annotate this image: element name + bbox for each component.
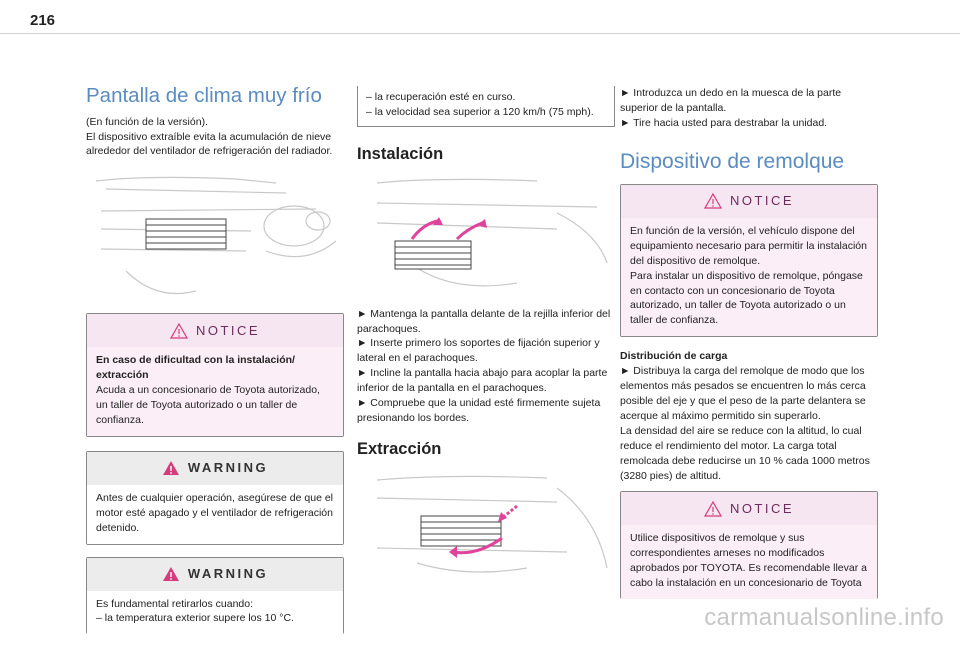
column-2 (357, 86, 615, 578)
notice-header (87, 314, 343, 347)
watermark: carmanualsonline.info (704, 603, 944, 631)
extraction-figure (357, 468, 615, 578)
warning-text-1: Es fundamental retirarlos cuando: (96, 597, 254, 610)
installation-illustration (357, 173, 615, 293)
warning-continuation-box (357, 86, 615, 127)
notice-box-installation (86, 313, 344, 437)
header-divider (0, 33, 960, 34)
installation-step: ► Mantenga la pantalla delante de la rejilla inferior del parachoques. (357, 307, 611, 335)
notice-bold-text: En caso de dificultad con la instalación/ extracción (96, 354, 295, 382)
load-distribution-text-1: ► Distribuya la carga del remolque de modo que los elementos más pesados se encuentren lo más cerca posible del eje y que el peso de la parte delantera se acerque al máximo permitido sin superarlo. (620, 365, 866, 422)
extraction-illustration (357, 468, 615, 578)
warning-header (87, 558, 343, 591)
continuation-item-1: – la recuperación esté en curso. (366, 91, 516, 103)
installation-step: ► Incline la pantalla hacia abajo para acoplar la parte inferior de la pantalla en el parachoques. (357, 367, 608, 395)
cold-screen-figure (86, 171, 344, 301)
warning-body (87, 591, 343, 635)
installation-step: ► Compruebe que la unidad esté firmemente sujeta presionando los bordes. (357, 397, 601, 424)
notice-label: NOTICE (729, 500, 795, 516)
section-title-installation: Instalación (357, 144, 444, 163)
bumper-illustration (86, 171, 344, 311)
warning-text: Antes de cualquier operación, asegúrese de que el motor esté apagado y el ventilador de refrigeración detenido. (96, 491, 333, 534)
notice-body (621, 525, 877, 599)
warning-header (87, 452, 343, 485)
warning-box-1 (86, 451, 344, 545)
notice-text: Utilice dispositivos de remolque y sus correspondientes arneses no modificados aprobados por TOYOTA. Es recomendable llevar a cabo la instalación en un concesionario de Toyota (630, 532, 867, 590)
warning-label: WARNING (187, 565, 269, 581)
notice-label: NOTICE (195, 322, 261, 338)
continuation-item-2: – la velocidad sea superior a 120 km/h (75 mph). (366, 105, 594, 118)
warning-label: WARNING (187, 460, 269, 476)
section-title-cold-screen: Pantalla de clima muy frío (86, 84, 322, 107)
installation-figure (357, 173, 615, 293)
warning-triangle-icon (170, 323, 188, 339)
warning-triangle-icon (162, 460, 180, 476)
column-1 (86, 60, 344, 634)
extraction-step-1: ► Introduzca un dedo en la muesca de la parte superior de la pantalla. (620, 87, 842, 114)
notice-box-towing (620, 184, 878, 337)
intro-description: El dispositivo extraíble evita la acumulación de nieve alrededor del ventilador de refrigeración del radiador. (86, 130, 333, 158)
notice-body (87, 347, 343, 436)
warning-triangle-icon (162, 566, 180, 582)
extraction-step-2: ► Tire hacia usted para destrabar la unidad. (620, 116, 828, 129)
warning-body (87, 485, 343, 544)
intro-version: (En función de la versión). (86, 115, 208, 128)
warning-text-2: – la temperatura exterior supere los 10 °C. (96, 612, 294, 625)
notice-text-2: Para instalar un dispositivo de remolque, póngase en contacto con un concesionario de Toyota autorizado, un taller de Toyota autorizado o un taller de confianza. (630, 269, 863, 327)
column-3 (620, 86, 878, 599)
notice-box-towing-2 (620, 491, 878, 599)
section-title-towing: Dispositivo de remolque (620, 149, 845, 173)
installation-steps (357, 307, 615, 426)
page-number: 216 (30, 12, 56, 29)
notice-header (621, 492, 877, 525)
notice-label: NOTICE (729, 193, 795, 209)
warning-triangle-icon (704, 193, 722, 209)
installation-step: ► Inserte primero los soportes de fijación superior y lateral en el parachoques. (357, 337, 600, 365)
notice-text-1: En función de la versión, el vehículo dispone del equipamiento necesario para permitir la instalación del dispositivo de remolque. (630, 224, 867, 267)
warning-triangle-icon (704, 501, 722, 517)
notice-header (621, 185, 877, 218)
warning-box-2 (86, 557, 344, 635)
notice-body (621, 218, 877, 336)
notice-text: Acuda a un concesionario de Toyota autorizado, un taller de Toyota autorizado o un taller de confianza. (96, 384, 320, 426)
load-distribution-title: Distribución de carga (620, 350, 728, 363)
load-distribution-text-2: La densidad del aire se reduce con la altitud, lo cual reduce el rendimiento del motor. La carga total remolcada debe reducirse un 10 % cada 1000 metros (3280 pies) de altitud. (620, 424, 870, 482)
section-title-extraction: Extracción (357, 439, 442, 458)
